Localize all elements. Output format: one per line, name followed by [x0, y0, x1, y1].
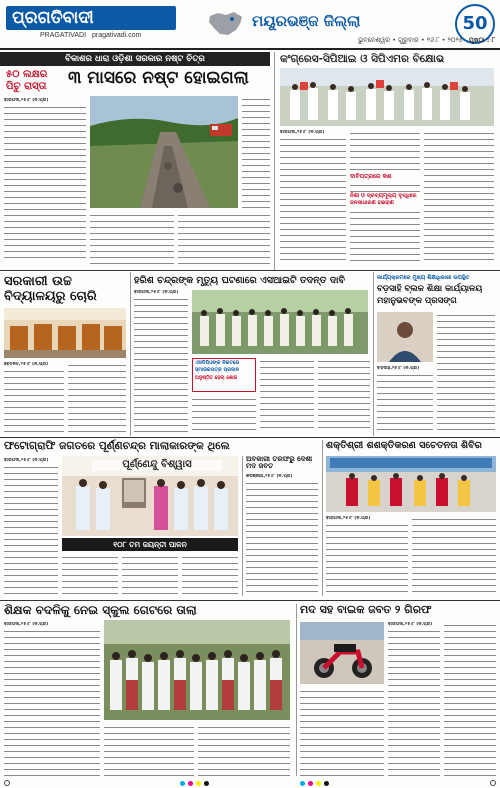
story6-column-3: [122, 554, 178, 596]
story4-column-4: [318, 358, 370, 432]
issue-date-text: ଭୁବନେଶ୍ୱର • ଗୁରୁବାର • ୨୬.୮ • ୨୦୨୫: [358, 36, 463, 44]
story4-column-1: [134, 296, 188, 432]
issue-date: [330, 36, 495, 45]
story3-headline-line1[interactable]: ସରକାରୀ ଉଚ୍ଚ: [4, 274, 72, 289]
story6-caption: ୧୦୮ ତମ ଜୟନ୍ତୀ ପାଳନ: [62, 538, 238, 551]
story2-protest-photo: [280, 68, 494, 126]
story3-classroom-photo: [4, 308, 126, 358]
story8-column-1: [326, 522, 408, 596]
logo-url: pragativadi.com: [92, 32, 142, 39]
story10-seized-bike-photo: [300, 622, 384, 684]
district-title: ମୟୂରଭଞ୍ଜ ଜିଲ୍ଲା: [252, 12, 361, 30]
story8-dateline: ବାରିପଦା,୨୫।୮ (ନି.ପ୍ର): [326, 516, 371, 521]
story1-dateline: ବାରିପଦା,୨୫।୮ (ନି.ପ୍ର): [4, 98, 49, 103]
cyan-color-dot: [180, 781, 185, 786]
story5-kicker: କାର୍ଯ୍ୟକ୍ରମରେ ମୁଖ୍ୟ ଶିକ୍ଷାଧିକାରୀ ଉପସ୍ଥିତ: [377, 275, 470, 281]
story6-column-2: [62, 554, 118, 596]
story2-column-2c: [350, 209, 420, 265]
story6-banner: ପୂର୍ଣ୍ଣେନ୍ଦୁ ବିଶ୍ୱାସ: [92, 460, 222, 471]
column-divider: [296, 604, 297, 776]
story1-column-4: [242, 96, 270, 208]
story2-subhead-3: ଜନସାଧାରଣ ହଇରାଣ: [350, 200, 394, 206]
story2-column-3: [424, 130, 494, 264]
story4-callout-box: [192, 358, 256, 392]
story10-headline[interactable]: ମଦ ସହ ବାଇକ ଜବତ ୨ ଗିରଫ: [300, 603, 432, 616]
column-divider: [274, 52, 275, 270]
story8-column-2: [412, 516, 496, 596]
story3-headline-line2[interactable]: ବିଦ୍ୟାଳୟରୁ ଚୋରି: [4, 289, 97, 304]
story1-headline[interactable]: ୩ ମାସରେ ନଷ୍ଟ ହୋଇଗଲା: [68, 68, 249, 88]
masthead: [0, 0, 500, 50]
page-number: ପୃଷ୍ଠା : ୮: [469, 36, 495, 44]
story7-column-1: [246, 480, 318, 596]
registration-mark-icon: [4, 780, 10, 786]
story10-column-3: [444, 622, 496, 776]
story8-headline[interactable]: ଶକ୍ତିଶ୍ରୀ ଶଶକ୍ତିକରଣ ସଚେତନତା ଶିବିର: [326, 440, 482, 451]
story10-dateline: ବାରିପଦା,୨୫।୮ (ନି.ପ୍ର): [388, 622, 433, 627]
story4-column-3: [260, 358, 314, 432]
story4-dateline: ବାରିପଦା,୨୫।୮ (ନି.ପ୍ର): [134, 290, 179, 295]
story5-column-2: [437, 312, 495, 432]
story6-dateline: ବାରିପଦା,୨୫।୮ (ନି.ପ୍ର): [4, 458, 49, 463]
story9-column-1: [4, 628, 100, 776]
row-divider: [0, 600, 500, 601]
black-color-dot: [324, 781, 329, 786]
cyan-color-dot: [300, 781, 305, 786]
story9-column-3: [198, 724, 290, 776]
story1-column-3: [178, 212, 270, 264]
story8-camp-photo: [326, 456, 496, 512]
story5-dateline: ବଡ଼ସାହି,୨୫।୮ (ନି.ପ୍ର): [377, 366, 420, 371]
story6-column-4: [182, 554, 238, 596]
column-divider: [322, 440, 323, 596]
story9-dateline: ବାରିପଦା,୨୫।୮ (ନି.ପ୍ର): [4, 622, 49, 627]
story2-column-2b: [350, 182, 420, 192]
story1-column-1: [4, 104, 86, 262]
story2-subhead-1: ଦାବିପତ୍ରରେ କଣ: [350, 173, 392, 180]
yellow-color-dot: [196, 781, 201, 786]
magenta-color-dot: [308, 781, 313, 786]
story10-column-1: [300, 688, 384, 776]
story1-strap-line1: ୫୦ ଲକ୍ଷର: [6, 69, 48, 80]
anniversary-number: 50: [462, 13, 488, 34]
story1-kicker: ବିକାଶର ଧାରା ଓଡ଼ିଶା ସରକାର ନଷ୍ଟ ଚିତ୍ର: [0, 52, 270, 66]
logo-subtitle: PRAGATIVADI: [40, 32, 87, 39]
column-divider: [130, 272, 131, 436]
story3-dateline: ବେତନଟି,୨୫।୮ (ନି.ପ୍ର): [4, 362, 49, 367]
column-divider: [242, 456, 243, 596]
story4-column-2: [192, 396, 256, 432]
odisha-map-icon: [206, 10, 246, 38]
story7-dateline: କରଞ୍ଜିଆ,୨୫।୮ (ନି.ପ୍ର): [246, 474, 293, 479]
story5-official-photo: [377, 312, 433, 362]
story7-headline[interactable]: ଅବକାରୀ ତରଫରୁ ଦେଶୀ ମଦ ଜବତ: [246, 455, 313, 471]
story6-headline[interactable]: ଫଟୋଗ୍ରାଫି ଜଗତରେ ପୂର୍ଣ୍ଣଚନ୍ଦ୍ର ମାଲାକାରଙ୍କ ଥିଲେ: [4, 440, 230, 452]
story6-column-1: [4, 464, 58, 596]
registration-mark-icon: [490, 780, 496, 786]
story2-dateline: ବାରିପଦା,୨୫।୮ (ନି.ପ୍ର): [280, 130, 325, 135]
story10-column-2: [388, 628, 440, 776]
story4-callout-line2: ସ୍ମାରକପତ୍ର ପ୍ରଦାନ: [195, 367, 240, 374]
story2-headline[interactable]: କଂଗ୍ରେସ-ସିପିଆଇ ଓ ସିପିଏମର ବିକ୍ଷୋଭ: [280, 53, 445, 65]
black-color-dot: [204, 781, 209, 786]
story9-headline[interactable]: ଶିକ୍ଷକ ବଦଳିକୁ ନେଇ ସ୍କୁଲ ଗେଟରେ ତାଲା: [4, 603, 197, 617]
story9-column-2: [104, 724, 194, 776]
story5-headline-line1[interactable]: ବଡ଼ସାହି ବ୍ଲକ ଶିକ୍ଷା କାର୍ଯ୍ୟାଳୟ: [377, 284, 483, 294]
story2-subhead-2: ନିଶା ଓ ଦ୍ରବ୍ୟମୂଲ୍ୟ ବୃଦ୍ଧିରେ: [350, 193, 417, 199]
story1-road-photo: [90, 96, 238, 208]
story5-column-1: [377, 372, 433, 432]
column-divider: [373, 272, 374, 436]
story4-callout-line1: ଏସଡିପିଓଙ୍କ ନିକଟରେ: [195, 360, 240, 366]
story4-callout-line3: ଅନୁଷ୍ଠିତ ହେଲା ଶୋକ: [195, 374, 238, 381]
row-divider: [0, 437, 500, 438]
magenta-color-dot: [188, 781, 193, 786]
story5-headline-line2[interactable]: ମହାନୁଭବଙ୍କ ପ୍ରସଙ୍ଗ: [377, 296, 457, 306]
row-divider: [0, 270, 500, 271]
story3-column-2: [68, 362, 126, 432]
story4-memorandum-photo: [192, 290, 368, 354]
story1-strap-line2: ପିଚୁ ରାସ୍ତା: [6, 81, 47, 92]
story1-column-2: [90, 212, 174, 264]
story2-column-2: [350, 130, 420, 172]
newspaper-logo[interactable]: ପ୍ରଗତିବାଦୀ: [6, 6, 176, 30]
story2-column-1: [280, 136, 346, 264]
yellow-color-dot: [316, 781, 321, 786]
story4-headline[interactable]: ହରିଶ ଚନ୍ଦ୍ରଙ୍କ ମୃତ୍ୟୁ ଘଟଣାରେ ଏସଆଇଟି ତଦନ୍ତ ଦାବି: [134, 275, 345, 286]
story3-column-1: [4, 368, 64, 432]
story9-school-gate-photo: [104, 620, 290, 720]
